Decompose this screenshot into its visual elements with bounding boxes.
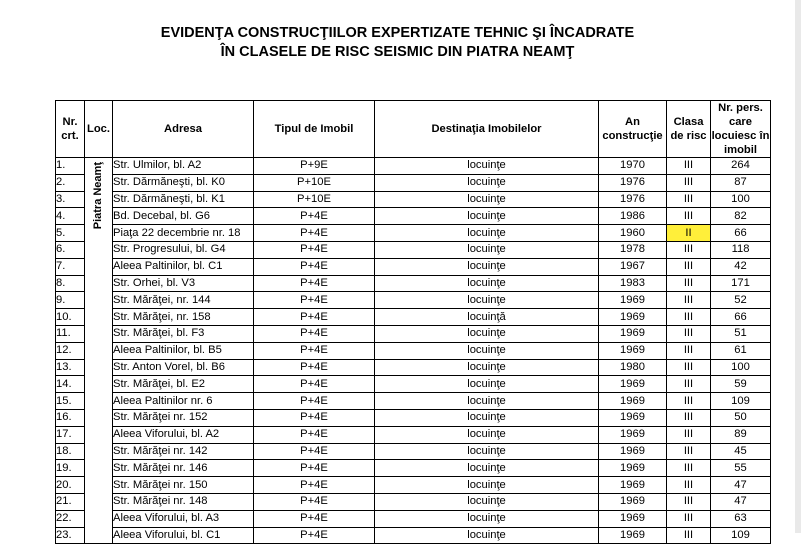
cell-destinatie: locuinţe xyxy=(375,191,599,208)
document-title xyxy=(0,24,801,62)
table-row xyxy=(56,510,771,527)
table-row xyxy=(56,393,771,410)
table-row xyxy=(56,174,771,191)
cell-an: 1969 xyxy=(599,292,667,309)
header-tipul: Tipul de Imobil xyxy=(254,101,375,158)
cell-tip: P+4E xyxy=(254,493,375,510)
cell-an: 1969 xyxy=(599,393,667,410)
table-row xyxy=(56,158,771,175)
cell-persoane: 89 xyxy=(711,426,771,443)
cell-clasa: III xyxy=(667,493,711,510)
table-row xyxy=(56,208,771,225)
cell-tip: P+4E xyxy=(254,409,375,426)
cell-an: 1983 xyxy=(599,275,667,292)
cell-adresa: Bd. Decebal, bl. G6 xyxy=(113,208,254,225)
cell-tip: P+10E xyxy=(254,191,375,208)
cell-clasa: III xyxy=(667,309,711,326)
cell-tip: P+4E xyxy=(254,460,375,477)
cell-clasa: III xyxy=(667,174,711,191)
table-row xyxy=(56,426,771,443)
cell-persoane: 47 xyxy=(711,493,771,510)
table-body xyxy=(56,158,771,544)
cell-destinatie: locuinţe xyxy=(375,443,599,460)
cell-destinatie: locuinţe xyxy=(375,241,599,258)
cell-an: 1969 xyxy=(599,342,667,359)
cell-nr: 9. xyxy=(56,292,85,309)
cell-an: 1969 xyxy=(599,376,667,393)
cell-clasa: III xyxy=(667,191,711,208)
cell-persoane: 109 xyxy=(711,393,771,410)
cell-destinatie: locuinţe xyxy=(375,493,599,510)
table-row xyxy=(56,325,771,342)
locality-label: Piatra Neamţ xyxy=(92,162,104,230)
cell-adresa: Aleea Paltinilor, bl. B5 xyxy=(113,342,254,359)
cell-an: 1976 xyxy=(599,174,667,191)
cell-destinatie: locuinţe xyxy=(375,426,599,443)
cell-clasa: III xyxy=(667,275,711,292)
cell-persoane: 109 xyxy=(711,527,771,544)
cell-adresa: Str. Mărăţei, bl. F3 xyxy=(113,325,254,342)
cell-persoane: 47 xyxy=(711,477,771,494)
title-line-1: EVIDENŢA CONSTRUCŢIILOR EXPERTIZATE TEHNIC ŞI ÎNCADRATE xyxy=(160,25,635,41)
cell-an: 1986 xyxy=(599,208,667,225)
cell-nr: 11. xyxy=(56,325,85,342)
table-row xyxy=(56,443,771,460)
cell-adresa: Str. Dărmăneşti, bl. K1 xyxy=(113,191,254,208)
table-row xyxy=(56,376,771,393)
cell-clasa: III xyxy=(667,292,711,309)
cell-nr: 14. xyxy=(56,376,85,393)
cell-destinatie: locuinţe xyxy=(375,325,599,342)
cell-persoane: 87 xyxy=(711,174,771,191)
cell-an: 1980 xyxy=(599,359,667,376)
cell-destinatie: locuinţe xyxy=(375,477,599,494)
cell-nr: 18. xyxy=(56,443,85,460)
cell-tip: P+4E xyxy=(254,359,375,376)
cell-persoane: 45 xyxy=(711,443,771,460)
cell-nr: 16. xyxy=(56,409,85,426)
cell-nr: 19. xyxy=(56,460,85,477)
cell-an: 1967 xyxy=(599,258,667,275)
risk-buildings-table xyxy=(55,100,771,544)
cell-nr: 8. xyxy=(56,275,85,292)
cell-adresa: Str. Anton Vorel, bl. B6 xyxy=(113,359,254,376)
cell-tip: P+4E xyxy=(254,241,375,258)
cell-persoane: 63 xyxy=(711,510,771,527)
cell-adresa: Str. Mărăţei, nr. 158 xyxy=(113,309,254,326)
cell-adresa: Piaţa 22 decembrie nr. 18 xyxy=(113,225,254,242)
cell-tip: P+4E xyxy=(254,275,375,292)
cell-destinatie: locuinţe xyxy=(375,174,599,191)
cell-clasa: III xyxy=(667,158,711,175)
table-row xyxy=(56,258,771,275)
cell-destinatie: locuinţe xyxy=(375,460,599,477)
cell-tip: P+4E xyxy=(254,426,375,443)
cell-an: 1960 xyxy=(599,225,667,242)
table-row xyxy=(56,527,771,544)
cell-destinatie: locuinţe xyxy=(375,527,599,544)
cell-tip: P+4E xyxy=(254,510,375,527)
cell-persoane: 66 xyxy=(711,225,771,242)
cell-nr: 7. xyxy=(56,258,85,275)
table-row xyxy=(56,460,771,477)
header-pers: Nr. pers. care locuiesc în imobil xyxy=(711,102,770,156)
cell-tip: P+4E xyxy=(254,376,375,393)
cell-nr: 1. xyxy=(56,158,85,175)
cell-an: 1969 xyxy=(599,409,667,426)
cell-adresa: Str. Orhei, bl. V3 xyxy=(113,275,254,292)
cell-adresa: Str. Mărăţei, bl. E2 xyxy=(113,376,254,393)
table-row xyxy=(56,309,771,326)
cell-an: 1969 xyxy=(599,493,667,510)
cell-tip: P+4E xyxy=(254,527,375,544)
table-row xyxy=(56,342,771,359)
cell-clasa: II xyxy=(667,225,711,242)
header-an: An construcţie xyxy=(599,101,667,158)
cell-adresa: Str. Mărăţei, nr. 144 xyxy=(113,292,254,309)
cell-destinatie: locuinţe xyxy=(375,376,599,393)
cell-destinatie: locuinţe xyxy=(375,342,599,359)
cell-clasa: III xyxy=(667,258,711,275)
cell-nr: 17. xyxy=(56,426,85,443)
cell-clasa: III xyxy=(667,359,711,376)
cell-an: 1969 xyxy=(599,477,667,494)
cell-adresa: Str. Mărăţei nr. 152 xyxy=(113,409,254,426)
table-row xyxy=(56,292,771,309)
cell-persoane: 42 xyxy=(711,258,771,275)
cell-destinatie: locuinţe xyxy=(375,225,599,242)
table-row xyxy=(56,477,771,494)
cell-clasa: III xyxy=(667,342,711,359)
cell-adresa: Str. Progresului, bl. G4 xyxy=(113,241,254,258)
cell-persoane: 55 xyxy=(711,460,771,477)
cell-destinatie: locuinţe xyxy=(375,393,599,410)
cell-persoane: 100 xyxy=(711,191,771,208)
cell-an: 1969 xyxy=(599,443,667,460)
cell-an: 1969 xyxy=(599,460,667,477)
cell-persoane: 66 xyxy=(711,309,771,326)
cell-adresa: Str. Ulmilor, bl. A2 xyxy=(113,158,254,175)
cell-clasa: III xyxy=(667,208,711,225)
table-header-row xyxy=(56,101,771,158)
cell-tip: P+4E xyxy=(254,443,375,460)
cell-persoane: 171 xyxy=(711,275,771,292)
cell-nr: 5. xyxy=(56,225,85,242)
cell-tip: P+4E xyxy=(254,309,375,326)
cell-tip: P+4E xyxy=(254,393,375,410)
cell-destinatie: locuinţe xyxy=(375,409,599,426)
cell-tip: P+4E xyxy=(254,225,375,242)
table-row xyxy=(56,241,771,258)
cell-locality xyxy=(85,158,113,544)
cell-nr: 4. xyxy=(56,208,85,225)
table-row xyxy=(56,275,771,292)
cell-clasa: III xyxy=(667,393,711,410)
table-row xyxy=(56,493,771,510)
cell-an: 1976 xyxy=(599,191,667,208)
table-row xyxy=(56,409,771,426)
cell-an: 1969 xyxy=(599,527,667,544)
cell-nr: 2. xyxy=(56,174,85,191)
cell-clasa: III xyxy=(667,241,711,258)
cell-an: 1970 xyxy=(599,158,667,175)
title-line-2: ÎN CLASELE DE RISC SEISMIC DIN PIATRA NEAMŢ xyxy=(220,44,575,60)
cell-clasa: III xyxy=(667,443,711,460)
header-destinatia: Destinaţia Imobilelor xyxy=(375,101,599,158)
cell-destinatie: locuinţe xyxy=(375,158,599,175)
cell-adresa: Aleea Viforului, bl. A3 xyxy=(113,510,254,527)
cell-tip: P+4E xyxy=(254,342,375,359)
cell-destinatie: locuinţe xyxy=(375,359,599,376)
cell-adresa: Aleea Viforului, bl. C1 xyxy=(113,527,254,544)
cell-destinatie: locuinţe xyxy=(375,510,599,527)
cell-adresa: Str. Dărmăneşti, bl. K0 xyxy=(113,174,254,191)
cell-tip: P+4E xyxy=(254,208,375,225)
header-nr: Nr. crt. xyxy=(56,101,85,158)
header-loc: Loc. xyxy=(85,101,113,158)
cell-persoane: 118 xyxy=(711,241,771,258)
cell-persoane: 59 xyxy=(711,376,771,393)
vertical-scrollbar[interactable] xyxy=(795,0,801,533)
cell-clasa: III xyxy=(667,510,711,527)
cell-nr: 6. xyxy=(56,241,85,258)
cell-persoane: 264 xyxy=(711,158,771,175)
cell-nr: 23. xyxy=(56,527,85,544)
cell-adresa: Aleea Paltinilor nr. 6 xyxy=(113,393,254,410)
cell-nr: 15. xyxy=(56,393,85,410)
cell-an: 1969 xyxy=(599,325,667,342)
cell-destinatie: locuinţe xyxy=(375,208,599,225)
cell-nr: 20. xyxy=(56,477,85,494)
cell-an: 1969 xyxy=(599,510,667,527)
cell-tip: P+4E xyxy=(254,292,375,309)
header-clasa: Clasa de risc xyxy=(667,101,711,158)
table-row xyxy=(56,191,771,208)
cell-destinatie: locuinţe xyxy=(375,292,599,309)
cell-tip: P+4E xyxy=(254,477,375,494)
cell-destinatie: locuinţe xyxy=(375,275,599,292)
cell-persoane: 61 xyxy=(711,342,771,359)
header-adresa: Adresa xyxy=(113,101,254,158)
cell-persoane: 50 xyxy=(711,409,771,426)
cell-an: 1969 xyxy=(599,309,667,326)
cell-nr: 13. xyxy=(56,359,85,376)
table-row xyxy=(56,225,771,242)
cell-an: 1969 xyxy=(599,426,667,443)
cell-nr: 3. xyxy=(56,191,85,208)
cell-tip: P+4E xyxy=(254,325,375,342)
cell-tip: P+9E xyxy=(254,158,375,175)
cell-adresa: Str. Mărăţei nr. 148 xyxy=(113,493,254,510)
cell-persoane: 52 xyxy=(711,292,771,309)
cell-persoane: 51 xyxy=(711,325,771,342)
cell-adresa: Str. Mărăţei nr. 142 xyxy=(113,443,254,460)
cell-adresa: Aleea Viforului, bl. A2 xyxy=(113,426,254,443)
cell-destinatie: locuinţe xyxy=(375,258,599,275)
cell-adresa: Str. Mărăţei nr. 146 xyxy=(113,460,254,477)
cell-clasa: III xyxy=(667,477,711,494)
cell-clasa: III xyxy=(667,409,711,426)
cell-adresa: Str. Mărăţei nr. 150 xyxy=(113,477,254,494)
cell-an: 1978 xyxy=(599,241,667,258)
cell-clasa: III xyxy=(667,460,711,477)
cell-tip: P+4E xyxy=(254,258,375,275)
cell-persoane: 82 xyxy=(711,208,771,225)
cell-nr: 22. xyxy=(56,510,85,527)
cell-persoane: 100 xyxy=(711,359,771,376)
cell-clasa: III xyxy=(667,325,711,342)
cell-nr: 10. xyxy=(56,309,85,326)
cell-clasa: III xyxy=(667,376,711,393)
cell-destinatie: locuinţă xyxy=(375,309,599,326)
cell-clasa: III xyxy=(667,426,711,443)
cell-nr: 21. xyxy=(56,493,85,510)
table-row xyxy=(56,359,771,376)
cell-tip: P+10E xyxy=(254,174,375,191)
cell-clasa: III xyxy=(667,527,711,544)
cell-adresa: Aleea Paltinilor, bl. C1 xyxy=(113,258,254,275)
cell-nr: 12. xyxy=(56,342,85,359)
